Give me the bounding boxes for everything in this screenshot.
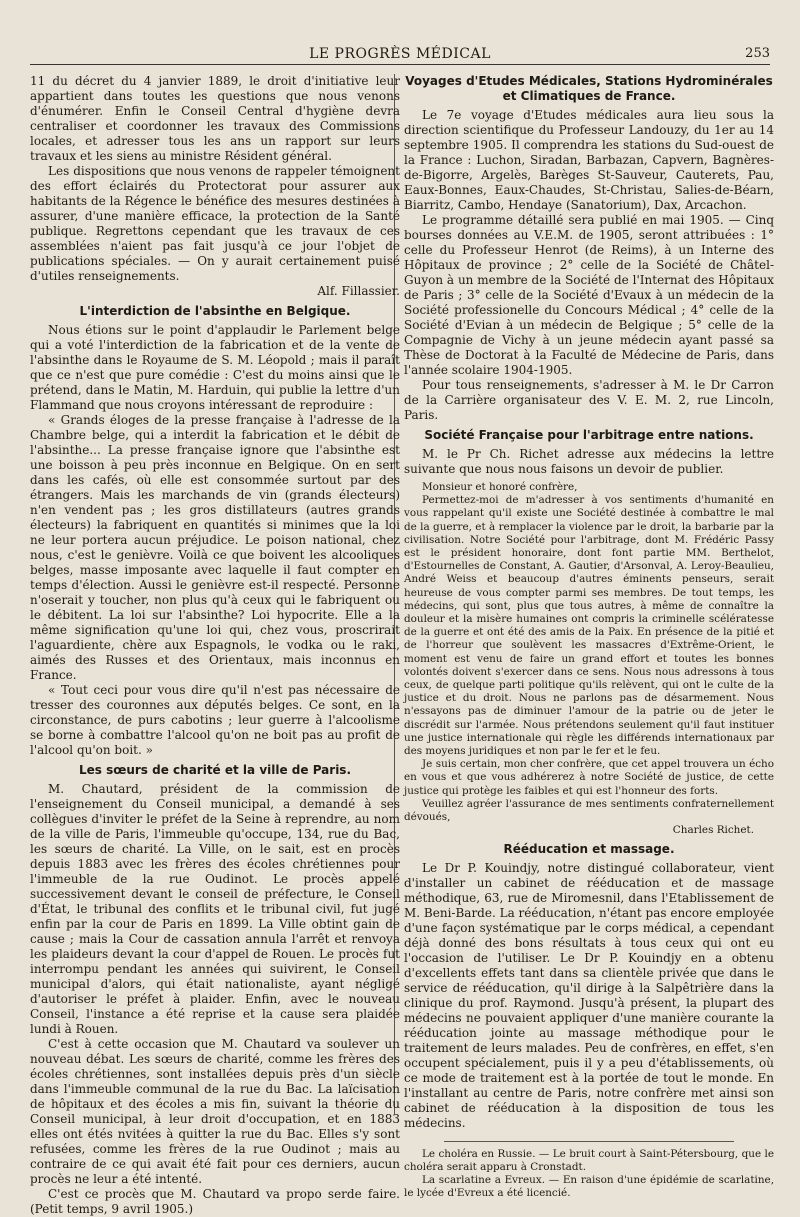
letter-salutation: Monsieur et honoré confrère, bbox=[422, 481, 578, 493]
voyages-paragraph-1: Le 7e voyage d'Etudes médicales aura lieu sous la direction scientifique du Professeur Landouzy, du 1er au 14 septembre 1905. Il comprendra les stations du Sud-ouest de la France : Luchon, Siradan, Barbazan, Capvern, Bagnères-de-Bigorre, Argelès, Barèges St-Sauveur, Cauterets, Pau, Eaux-Bonnes, Eaux-Chaudes, St-Christau, Salies-de-Béarn, Biarritz, Cambo, Hendaye (Sanatorium), Dax, Arcachon. bbox=[404, 108, 774, 212]
news-scarlatine: La scarlatine a Evreux. — En raison d'une épidémie de scarlatine, le lycée d'Evreux a été licencié. bbox=[404, 1174, 774, 1200]
voyages-paragraph-3: Pour tous renseignements, s'adresser à M. le Dr Carron de la Carrière organisateur des V. E. M. 2, rue Lincoln, Paris. bbox=[404, 378, 774, 422]
arbitrage-heading: Société Française pour l'arbitrage entre nations. bbox=[424, 428, 754, 442]
journal-title: LE PROGRÈS MÉDICAL bbox=[309, 46, 491, 62]
section-separator bbox=[444, 1141, 734, 1142]
soeurs-paragraph-2: C'est à cette occasion que M. Chautard va soulever un nouveau débat. Les sœurs de charité, comme les frères des écoles chrétiennes, sont installées depuis près d'un siècle dans l'immeuble communal de la rue du Bac. La laïcisation de hôpitaux et des écoles a mis fin, suivant la théorie du Conseil municipal, à leur droit d'occupation, et en 1883 elles ont étés nvitées à quitter la rue du Bac. Elles s'y sont refusées, comme les frères de la rue Oudinot ; mais au contraire de ce qui avait été fait pour ces derniers, aucun procès ne leur a été intenté. bbox=[30, 1037, 400, 1186]
page-number: 253 bbox=[745, 46, 770, 61]
news-cholera: Le choléra en Russie. — Le bruit court à Saint-Pétersbourg, que le choléra serait apparu à Cronstadt. bbox=[404, 1148, 774, 1174]
soeurs-heading: Les sœurs de charité et la ville de Paris. bbox=[78, 763, 352, 777]
right-column bbox=[404, 74, 774, 1200]
decree-paragraph: 11 du décret du 4 janvier 1889, le droit d'initiative leur appartient dans toutes les questions que nous venons d'énumérer. Enfin le Conseil Central d'hygiène devra centraliser et coordonner les travaux des Commissions locales, et adresser tous les ans un rapport sur leurs travaux et les siens au ministre Résident général. bbox=[30, 74, 400, 163]
voyages-heading: Voyages d'Etudes Médicales, Stations Hydrominérales et Climatiques de France. bbox=[405, 74, 773, 103]
author-signature: Alf. Fillassier. bbox=[317, 284, 400, 298]
page-header bbox=[30, 40, 770, 65]
left-column bbox=[30, 74, 400, 1217]
arbitrage-intro: M. le Pr Ch. Richet adresse aux médecins la lettre suivante que nous nous faisons un devoir de publier. bbox=[404, 447, 774, 476]
letter-paragraph-1: Permettez-moi de m'adresser à vos sentiments d'humanité en vous rappelant qu'il existe une Société destinée à combattre le mal de la guerre, et à remplacer la violence par le droit, la barbarie par la civilisation. Notre Société pour l'arbitrage, dont M. Frédéric Passy est le président honoraire, dont font partie MM. Berthelot, d'Estournelles de Constant, A. Gautier, d'Arsonval, A. Leroy-Beaulieu, André Weiss et beaucoup d'autres éminents penseurs, serait heureuse de vous compter parmi ses membres. De tout temps, les médecins, qui sont, plus que tous autres, à même de connaître la douleur et la misère humaines ont compris la criminelle scélératesse de la guerre et ont été des amis de la Paix. En présence de la pitié et de l'horreur que soulèvent les massacres d'Extrême-Orient, le moment est venu de faire un grand effort et toutes les bonnes volontés doivent s'exercer dans ce sens. Nous nous adressons à tous ceux, de quelque parti politique qu'ils relèvent, qui ont le culte de la justice et du droit. Nous ne parlons pas de désarmement. Nous n'essayons pas de diminuer l'amour de la patrie ou de jeter le discrédit sur l'armée. Nous prétendons seulement qu'il faut instituer une justice internationale qui règle les différends internationaux par des moyens juridiques et non par le fer et le feu. bbox=[404, 494, 774, 758]
voyages-paragraph-2: Le programme détaillé sera publié en mai 1905. — Cinq bourses données au V.E.M. de 1905, seront attribuées : 1° celle du Professeur Henrot (de Reims), à un Interne des Hôpitaux de province ; 2° celle de la Société de Châtel-Guyon à un membre de la Société de l'Internat des Hôpitaux de Paris ; 3° celle de la Société d'Evaux à un médecin de la Société professionelle du Concours Médical ; 4° celle de la Société d'Evian à un médecin de Belgique ; 5° celle de la Compagnie de Vichy à un jeune médecin ayant passé sa Thèse de Doctorat à la Faculté de Médecine de Paris, dans l'année scolaire 1904-1905. bbox=[404, 213, 774, 377]
soeurs-paragraph-3: C'est ce procès que M. Chautard va propo serde faire. (Petit temps, 9 avril 1905.) bbox=[30, 1187, 400, 1216]
absinthe-paragraph-3: « Tout ceci pour vous dire qu'il n'est pas nécessaire de tresser des couronnes aux députés belges. Ce sont, en la circonstance, de purs cabotins ; leur guerre à l'alcoolisme se borne à combattre l'alcool qu'on ne boit pas au profit de l'alcool qu'on boit. » bbox=[30, 683, 400, 757]
letter-signature: Charles Richet. bbox=[672, 824, 754, 837]
letter-paragraph-2: Je suis certain, mon cher confrère, que cet appel trouvera un écho en vous et que vous adhérerez à notre Société de justice, de cette justice qui protège les faibles et qui est l'honneur des forts. bbox=[404, 758, 774, 797]
absinthe-paragraph-2: « Grands éloges de la presse française à l'adresse de la Chambre belge, qui a interdit la fabrication et le débit de l'absinthe... La presse française ignore que l'absinthe est une boisson à peu près inconnue en Belgique. On en sert dans les cafés, où elle est consommée surtout par des étrangers. Mais les marchands de vin (grands électeurs) n'en vendent pas ; les gros distillateurs (autres grands électeurs) la fabriquent en quantités si minimes que la loi ne leur portera aucun préjudice. Le poison national, chez nous, c'est le genièvre. Voilà ce que boivent les alcooliques belges, masse imposante avec laquelle il faut compter en temps d'élection. Aussi le genièvre est-il respecté. Personne n'oserait y toucher, non plus qu'à ceux qui le fabriquent ou le débitent. La loi sur l'absinthe? Loi hypocrite. Elle a la même signification qu'une loi qui, chez vous, proscrirait l'aguardiente, chère aux Espagnols, le vodka ou le raki, aimés des Russes et des Orientaux, mais inconnus en France. bbox=[30, 413, 400, 682]
letter-paragraph-3: Veuillez agréer l'assurance de mes sentiments confraternellement dévoués, bbox=[404, 797, 774, 824]
soeurs-paragraph-1: M. Chautard, président de la commission de l'enseignement du Conseil municipal, a demandé à ses collègues d'inviter le préfet de la Seine à reprendre, au nom de la ville de Paris, l'immeuble qu'occupe, 134, rue du Bac, les sœurs de charité. La Ville, on le sait, est en procès depuis 1883 avec les frères des écoles chrétiennes pour l'immeuble de la rue Oudinot. Le procès appelé successivement devant le conseil de préfecture, le Conseil d'État, le tribunal des conflits et le tribunal civil, fut jugé enfin par la cour de Paris en 1899. La Ville obtint gain de cause ; mais la Cour de cassation annula l'arrêt et renvoya les plaideurs devant la cour d'appel de Rouen. Le procès fut interrompu pendant les années qui suivirent, le Conseil municipal d'alors, qui était nationaliste, ayant négligé d'autoriser le préfet à plaider. Enfin, avec le nouveau Conseil, l'instance a été reprise et la cause sera plaidée lundi à Rouen. bbox=[30, 782, 400, 1036]
reeducation-heading: Rééducation et massage. bbox=[503, 842, 675, 857]
absinthe-heading: L'interdiction de l'absinthe en Belgique. bbox=[79, 304, 351, 318]
richet-letter bbox=[404, 481, 774, 837]
news-briefs bbox=[404, 1148, 774, 1200]
absinthe-paragraph-1: Nous étions sur le point d'applaudir le Parlement belge qui a voté l'interdiction de la fabrication et de la vente de l'absinthe dans le Royaume de S. M. Léopold ; mais il paraît que ce n'est que pure comédie : C'est du moins ainsi que le prétend, dans le Matin, M. Harduin, qui publie la lettre d'un Flammand que nous croyons intéressant de reproduire : bbox=[30, 323, 400, 412]
reeducation-paragraph: Le Dr P. Kouindjy, notre distingué collaborateur, vient d'installer un cabinet de rééducation et de massage méthodique, 63, rue de Miromesnil, dans l'Etablissement de M. Beni-Barde. La rééducation, n'étant pas encore employée d'une façon systématique par le corps médical, a cependant déjà donné des bons résultats à tous ceux qui ont eu l'occasion de l'utiliser. Le Dr P. Kouindjy en a obtenu d'excellents effets tant dans sa clientèle privée que dans le service de rééducation, qu'il dirige à la Salpêtrière dans la clinique du prof. Raymond. Jusqu'à présent, la plupart des médecins ne pouvaient appliquer d'une manière courante la rééducation jointe au massage méthodique pour le traitement de leurs malades. Peu de confrères, en effet, s'en occupent spécialement, puis il y a peu d'établissements, où ce mode de traitement est à la portée de tout le monde. En l'installant au centre de Paris, notre confrère met ainsi son cabinet de rééducation à la disposition de tous les médecins. bbox=[404, 861, 774, 1131]
protectorat-paragraph: Les dispositions que nous venons de rappeler témoignent des effort éclairés du Protectorat pour assurer aux habitants de la Régence le bénéfice des mesures destinées à assurer, d'une manière efficace, la protection de la Santé publique. Regrettons cependant que les travaux de ces assemblées n'aient pas fait jusqu'à ce jour l'objet de publications spéciales. — On y aurait certainement puisé d'utiles renseignements. bbox=[30, 164, 400, 283]
